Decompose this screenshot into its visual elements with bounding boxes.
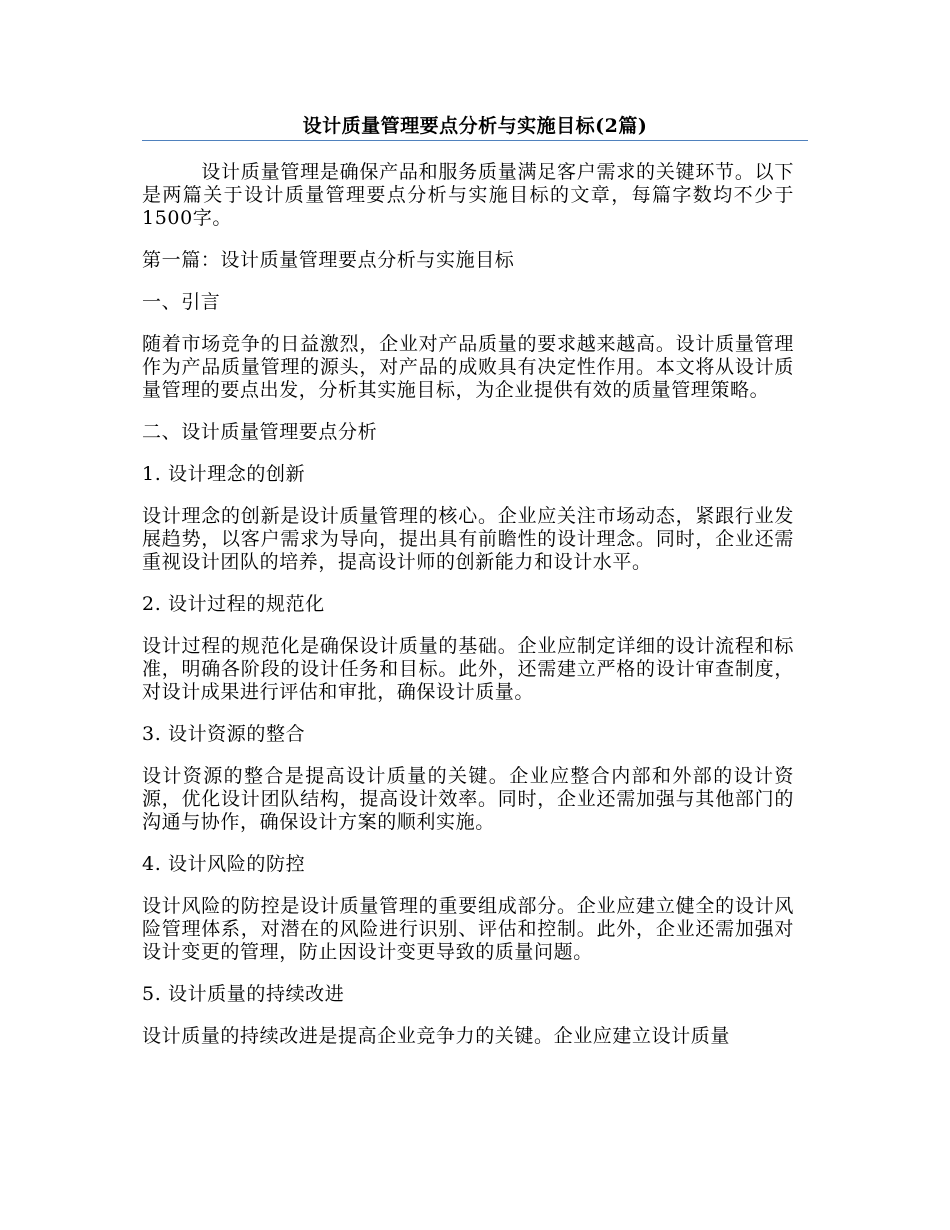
section1-paragraph: 随着市场竞争的日益激烈，企业对产品质量的要求越来越高。设计质量管理作为产品质量管理的源头，对产品的成败具有决定性作用。本文将从设计质量管理的要点出发，分析其实施目标，为企业提供有效的质量管理策略。 [142,333,794,401]
document-title: 设计质量管理要点分析与实施目标(2篇) [302,115,648,137]
point1-heading: 1. 设计理念的创新 [142,463,306,485]
section1-heading: 一、引言 [142,291,221,313]
point5-paragraph: 设计质量的持续改进是提高企业竞争力的关键。企业应建立设计质量 [142,1025,731,1047]
document-body [142,161,794,1048]
point2-heading: 2. 设计过程的规范化 [142,593,325,615]
section2-heading: 二、设计质量管理要点分析 [142,421,378,443]
point3-heading: 3. 设计资源的整合 [142,723,306,745]
point4-heading: 4. 设计风险的防控 [142,853,306,875]
point5-heading: 5. 设计质量的持续改进 [142,983,345,1005]
intro-paragraph: 设计质量管理是确保产品和服务质量满足客户需求的关键环节。以下是两篇关于设计质量管理要点分析与实施目标的文章，每篇字数均不少于1500字。 [142,161,794,229]
point1-paragraph: 设计理念的创新是设计质量管理的核心。企业应关注市场动态，紧跟行业发展趋势，以客户需求为导向，提出具有前瞻性的设计理念。同时，企业还需重视设计团队的培养，提高设计师的创新能力和设计水平。 [142,505,794,573]
title-underline [142,140,808,141]
point2-paragraph: 设计过程的规范化是确保设计质量的基础。企业应制定详细的设计流程和标准，明确各阶段的设计任务和目标。此外，还需建立严格的设计审查制度，对设计成果进行评估和审批，确保设计质量。 [142,635,794,703]
point3-paragraph: 设计资源的整合是提高设计质量的关键。企业应整合内部和外部的设计资源，优化设计团队结构，提高设计效率。同时，企业还需加强与其他部门的沟通与协作，确保设计方案的顺利实施。 [142,765,794,833]
point4-paragraph: 设计风险的防控是设计质量管理的重要组成部分。企业应建立健全的设计风险管理体系，对潜在的风险进行识别、评估和控制。此外，企业还需加强对设计变更的管理，防止因设计变更导致的质量问题。 [142,895,794,963]
part1-heading: 第一篇：设计质量管理要点分析与实施目标 [142,249,515,271]
